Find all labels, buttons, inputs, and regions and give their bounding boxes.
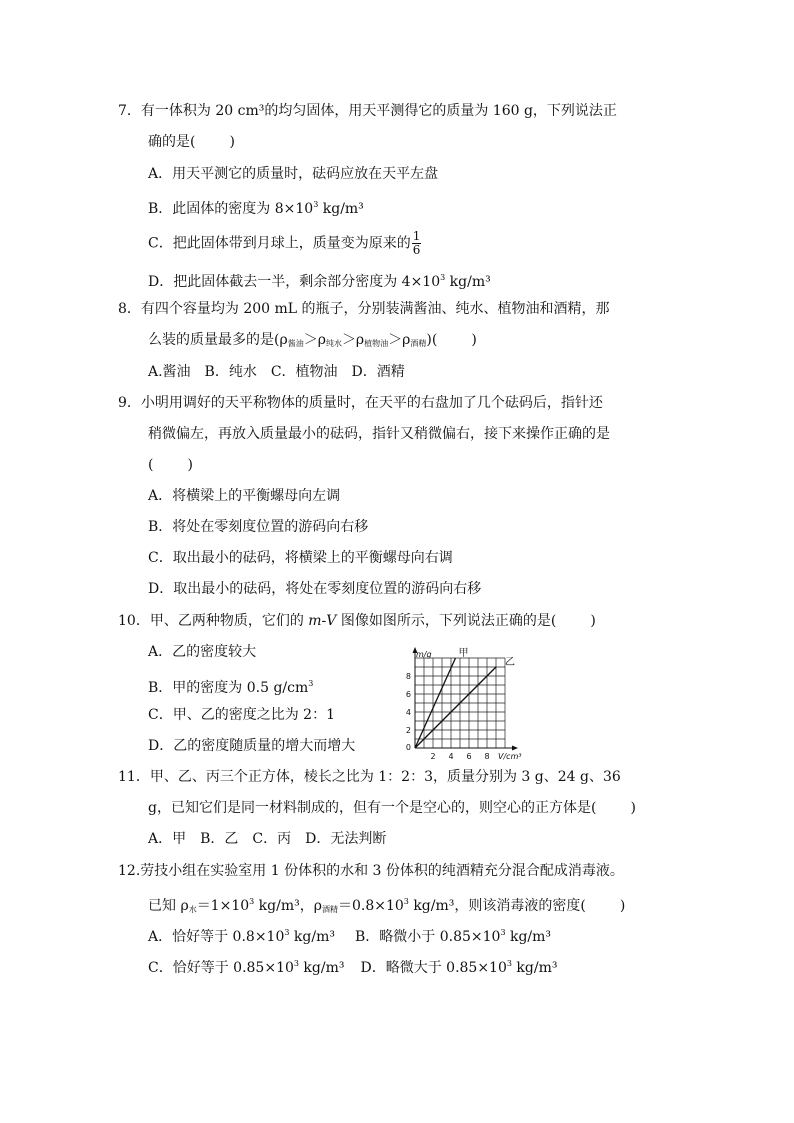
q7-option-a: A．用天平测它的质量时，砝码应放在天平左盘 (148, 166, 439, 182)
q12-stem-line2: 已知 $\rho_水=1\times 10^3$ kg/m³，$\rho_{酒精}=0.8\times 10^3$ kg/m³，则该消毒液的密度( ) (148, 897, 626, 914)
q9-stem-line3: ( ) (148, 457, 193, 473)
q7-option-c: C．把此固体带到月球上，质量变为原来的 $\frac{1}{6}$ (148, 229, 421, 257)
q10-option-b: B．甲的密度为 0.5 $g/cm^3$ (148, 679, 314, 696)
q10-option-c: C．甲、乙的密度之比为 2：1 (148, 707, 335, 723)
x-axis-label: V/cm³ (498, 752, 522, 761)
q9-option-b: B．将处在零刻度位置的游码向右移 (148, 519, 369, 535)
x-tick-label: 6 (466, 752, 472, 761)
fraction-one-sixth: $\frac{1}{6}$ (412, 229, 421, 257)
q8-options: A.酱油 B．纯水 C．植物油 D．酒精 (148, 364, 405, 380)
origin-label: 0 (405, 743, 411, 752)
series-label-2: 乙 (505, 657, 515, 668)
q12-options-cd (148, 954, 557, 978)
q12-stem-line1: 12.劳技小组在实验室用 1 份体积的水和 3 份体积的纯酒精充分混合配成消毒液。 (118, 863, 624, 879)
q9-stem-line2: 稍微偏左，再放入质量最小的砝码，指针又稍微偏右，接下来操作正确的是 (148, 426, 610, 442)
q7-stem-line2: 确的是( ) (148, 134, 235, 150)
mass-volume-chart (400, 644, 530, 762)
q12-option-c: C．恰好等于 $0.85\times 10^3$ kg/m³ (148, 959, 345, 976)
q9-option-d: D．取出最小的砝码，将处在零刻度位置的游码向右移 (148, 581, 482, 597)
q9-option-c: C．取出最小的砝码，将横梁上的平衡螺母向右调 (148, 550, 453, 566)
q7-option-d: D．把此固体截去一半，剩余部分密度为 $4\times 10^3$ kg/m³ (148, 273, 491, 290)
q10-stem: 10．甲、乙两种物质，它们的 m-V 图像如图所示，下列说法正确的是( ) (118, 613, 596, 629)
q9-stem-line1: 9．小明用调好的天平称物体的质量时，在天平的右盘加了几个砝码后，指针还 (118, 395, 603, 411)
x-tick-label: 8 (484, 752, 490, 761)
series-label-1: 甲 (458, 648, 469, 659)
x-axis-arrow (512, 746, 518, 751)
q12-option-a: A．恰好等于 $0.8\times 10^3$ kg/m³ (148, 928, 335, 945)
q12-option-d: D．略微大于 $0.85\times 10^3$ kg/m³ (360, 959, 558, 976)
y-tick-label: 4 (405, 708, 411, 717)
y-tick-label: 8 (405, 672, 411, 681)
q9-option-a: A．将横梁上的平衡螺母向左调 (148, 488, 341, 504)
q11-options: A．甲 B．乙 C．丙 D．无法判断 (148, 831, 387, 847)
q10-option-a: A．乙的密度较大 (148, 644, 257, 660)
q11-stem-line2: g，已知它们是同一材料制成的，但有一个是空心的，则空心的正方体是( ) (148, 800, 636, 816)
q11-stem-line1: 11．甲、乙、丙三个正方体，棱长之比为 1：2：3，质量分别为 3 g、24 g、36 (118, 769, 621, 785)
q12-options-ab (148, 923, 551, 947)
q10-option-d: D．乙的密度随质量的增大而增大 (148, 738, 356, 754)
series-line-2 (415, 667, 496, 748)
q12-option-b: B．略微小于 $0.85\times 10^3$ kg/m³ (354, 928, 552, 945)
q8-stem-line2: 么装的质量最多的是$(\rho_{酱油}>\rho_{纯水}>\rho_{植物油}>\rho_{酒精})$( ) (148, 332, 477, 348)
q7-option-b: B．此固体的密度为 $8\times 10^3$ kg/m³ (148, 200, 364, 217)
y-axis-label: m/g (416, 650, 432, 659)
x-tick-label: 2 (430, 752, 436, 761)
q7-stem-line1: 7．有一体积为 20 cm³的均匀固体，用天平测得它的质量为 160 g，下列说法正 (118, 103, 617, 119)
q8-stem-line1: 8．有四个容量均为 200 mL 的瓶子，分别装满酱油、纯水、植物油和酒精，那 (118, 301, 610, 317)
x-tick-label: 4 (448, 752, 454, 761)
y-tick-label: 6 (405, 690, 411, 699)
y-tick-label: 2 (405, 726, 411, 735)
